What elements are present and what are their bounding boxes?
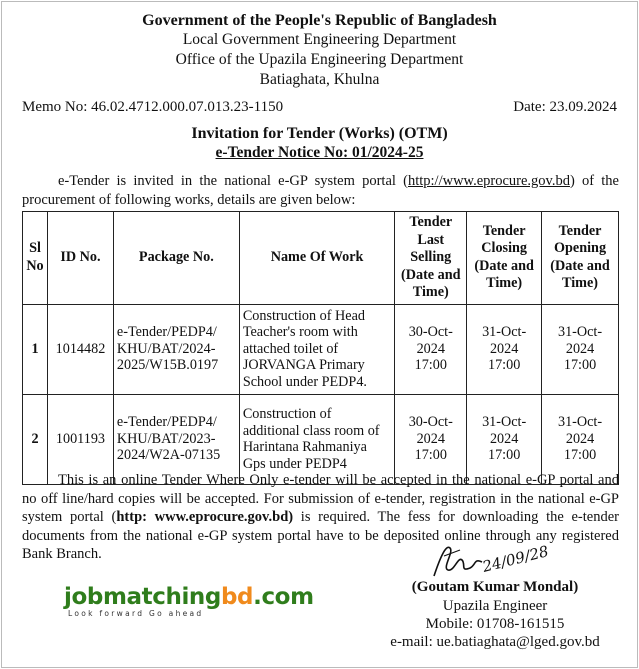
header-department: Local Government Engineering Department (182, 31, 457, 48)
row-id: 1001193 (47, 394, 113, 484)
logo-tagline: Look forward Go ahead (68, 609, 204, 618)
table-header-row (23, 212, 619, 305)
header-package: Package No. (113, 212, 239, 305)
intro-paragraph (22, 172, 619, 210)
instructions-url: http: www.eprocure.gov.bd) (116, 509, 294, 526)
row-package: e-Tender/PEDP4/ KHU/BAT/2023-2024/W2A-07135 (113, 394, 239, 484)
logo-part-1: jobmatching (64, 584, 221, 610)
signer-mobile: Mobile: 01708-161515 (425, 616, 565, 632)
opening-time: 17:00 (563, 357, 597, 374)
instructions-text-1: This is an online Tender Where Only e-tender will be accepted in the national e-GP portal and no off line/hard copies will be accepted. For submission of e-tender, registration in the national e-GP system portal ( (22, 472, 619, 526)
intro-text-before: e-Tender is invited in the national e-GP system portal ( (58, 173, 408, 189)
closing-date: 31-Oct-2024 (482, 414, 527, 447)
eprocure-link[interactable]: http://www.eprocure.gov.bd (407, 173, 570, 189)
opening-date: 31-Oct-2024 (557, 414, 603, 447)
row-selling (395, 304, 467, 394)
row-package: e-Tender/PEDP4/ KHU/BAT/2024-2025/W15B.0197 (113, 304, 239, 394)
logo-part-2: bd (220, 584, 254, 610)
row-sl: 1 (23, 304, 48, 394)
tender-table (22, 211, 619, 485)
row-closing (467, 304, 542, 394)
table-row (23, 304, 619, 394)
header-closing: Tender Closing (Date and Time) (467, 212, 542, 305)
selling-time: 17:00 (414, 357, 447, 374)
header-id: ID No. (47, 212, 113, 305)
header-location: Batiaghata, Khulna (259, 71, 380, 88)
selling-date: 30-Oct-2024 (408, 414, 453, 447)
signer-email: e-mail: ue.batiaghata@lged.gov.bd (390, 634, 600, 650)
signer-name: (Goutam Kumar Mondal) (411, 579, 579, 595)
row-sl: 2 (23, 394, 48, 484)
row-id: 1014482 (47, 304, 113, 394)
logo-wordmark (64, 584, 334, 610)
jobmatchingbd-watermark-logo (64, 584, 334, 620)
notice-number: e-Tender Notice No: 01/2024-25 (215, 144, 424, 161)
selling-time: 17:00 (414, 447, 447, 464)
memo-date: Date: 23.09.2024 (513, 99, 617, 115)
closing-date: 31-Oct-2024 (482, 324, 527, 357)
header-government: Government of the People's Republic of Bangladesh (142, 12, 497, 29)
closing-time: 17:00 (487, 357, 521, 374)
document-title: Invitation for Tender (Works) (OTM) (191, 125, 448, 142)
signature-date: 24/09/28 (480, 542, 551, 576)
header-work: Name Of Work (239, 212, 395, 305)
signer-designation: Upazila Engineer (442, 598, 548, 614)
memo-number: Memo No: 46.02.4712.000.07.013.23-1150 (22, 99, 284, 115)
opening-time: 17:00 (563, 447, 597, 464)
header-office: Office of the Upazila Engineering Department (175, 51, 464, 68)
logo-part-3: .com (253, 584, 314, 610)
closing-time: 17:00 (487, 447, 521, 464)
instructions-text-2: is required. The fess for downloading the e-tender documents from the national e-GP system portal have to be deposited online through any registered Bank Branch. (22, 509, 619, 563)
selling-date: 30-Oct-2024 (408, 324, 453, 357)
header-sl: Sl No (23, 212, 48, 305)
header-opening: Tender Opening (Date and Time) (542, 212, 619, 305)
row-opening (542, 304, 619, 394)
intro-text-after: ) of the procurement of following works, details are given below: (22, 173, 619, 208)
header-last-selling: Tender Last Selling (Date and Time) (395, 212, 467, 305)
opening-date: 31-Oct-2024 (557, 324, 603, 357)
row-work: Construction of Head Teacher's room with attached toilet of JORVANGA Primary School under PEDP4. (239, 304, 395, 394)
row-work: Construction of additional class room of Harintana Rahmaniya Gps under PEDP4 (239, 394, 395, 484)
